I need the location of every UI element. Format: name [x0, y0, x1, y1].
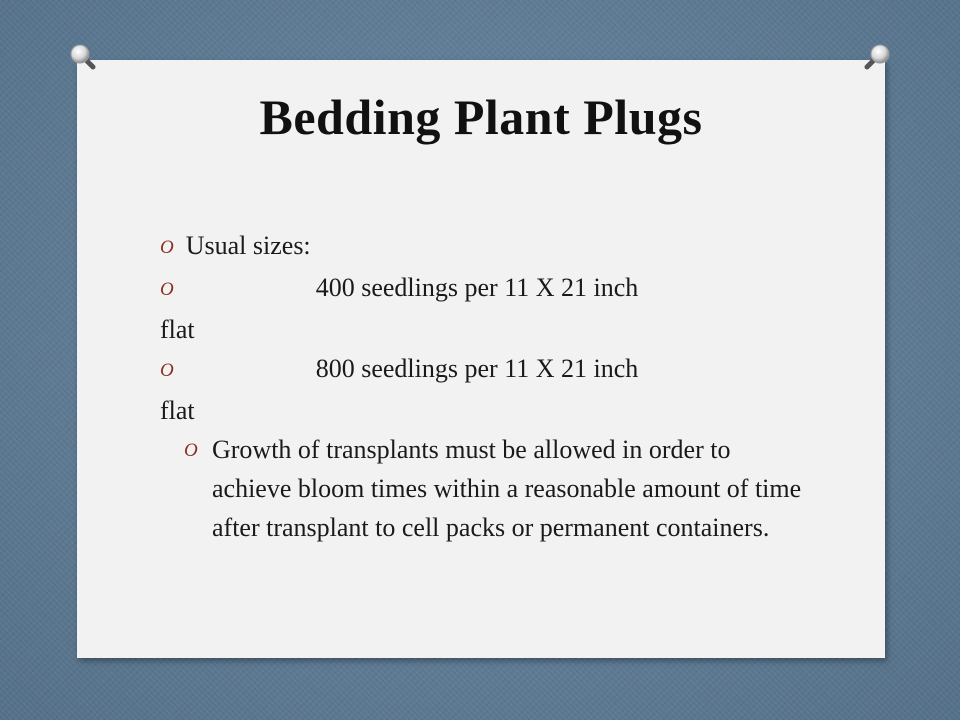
bullet-marker-icon: O [160, 279, 174, 300]
bullet-item [160, 349, 810, 391]
sub-bullet-item [160, 430, 810, 547]
bullet-continuation: flat [160, 396, 195, 425]
bullet-marker-icon: O [160, 360, 174, 381]
bullet-text: 800 seedlings per 11 X 21 inch [185, 354, 639, 383]
bullet-marker-icon: O [184, 440, 198, 461]
pushpin-icon [862, 42, 892, 72]
slide-title: Bedding Plant Plugs [259, 89, 703, 145]
slide-body [160, 226, 810, 547]
bullet-text: Usual sizes: [185, 231, 311, 260]
bullet-marker-icon: O [160, 237, 174, 258]
bullet-text: 400 seedlings per 11 X 21 inch [185, 273, 639, 302]
bullet-item [160, 226, 810, 268]
sub-bullet-text: Growth of transplants must be allowed in order to achieve bloom times within a reasonable amount of time after transplant to cell packs or permanent containers. [212, 435, 802, 542]
pushpin-icon [68, 42, 98, 72]
bullet-item [160, 268, 810, 310]
bullet-continuation: flat [160, 315, 195, 344]
